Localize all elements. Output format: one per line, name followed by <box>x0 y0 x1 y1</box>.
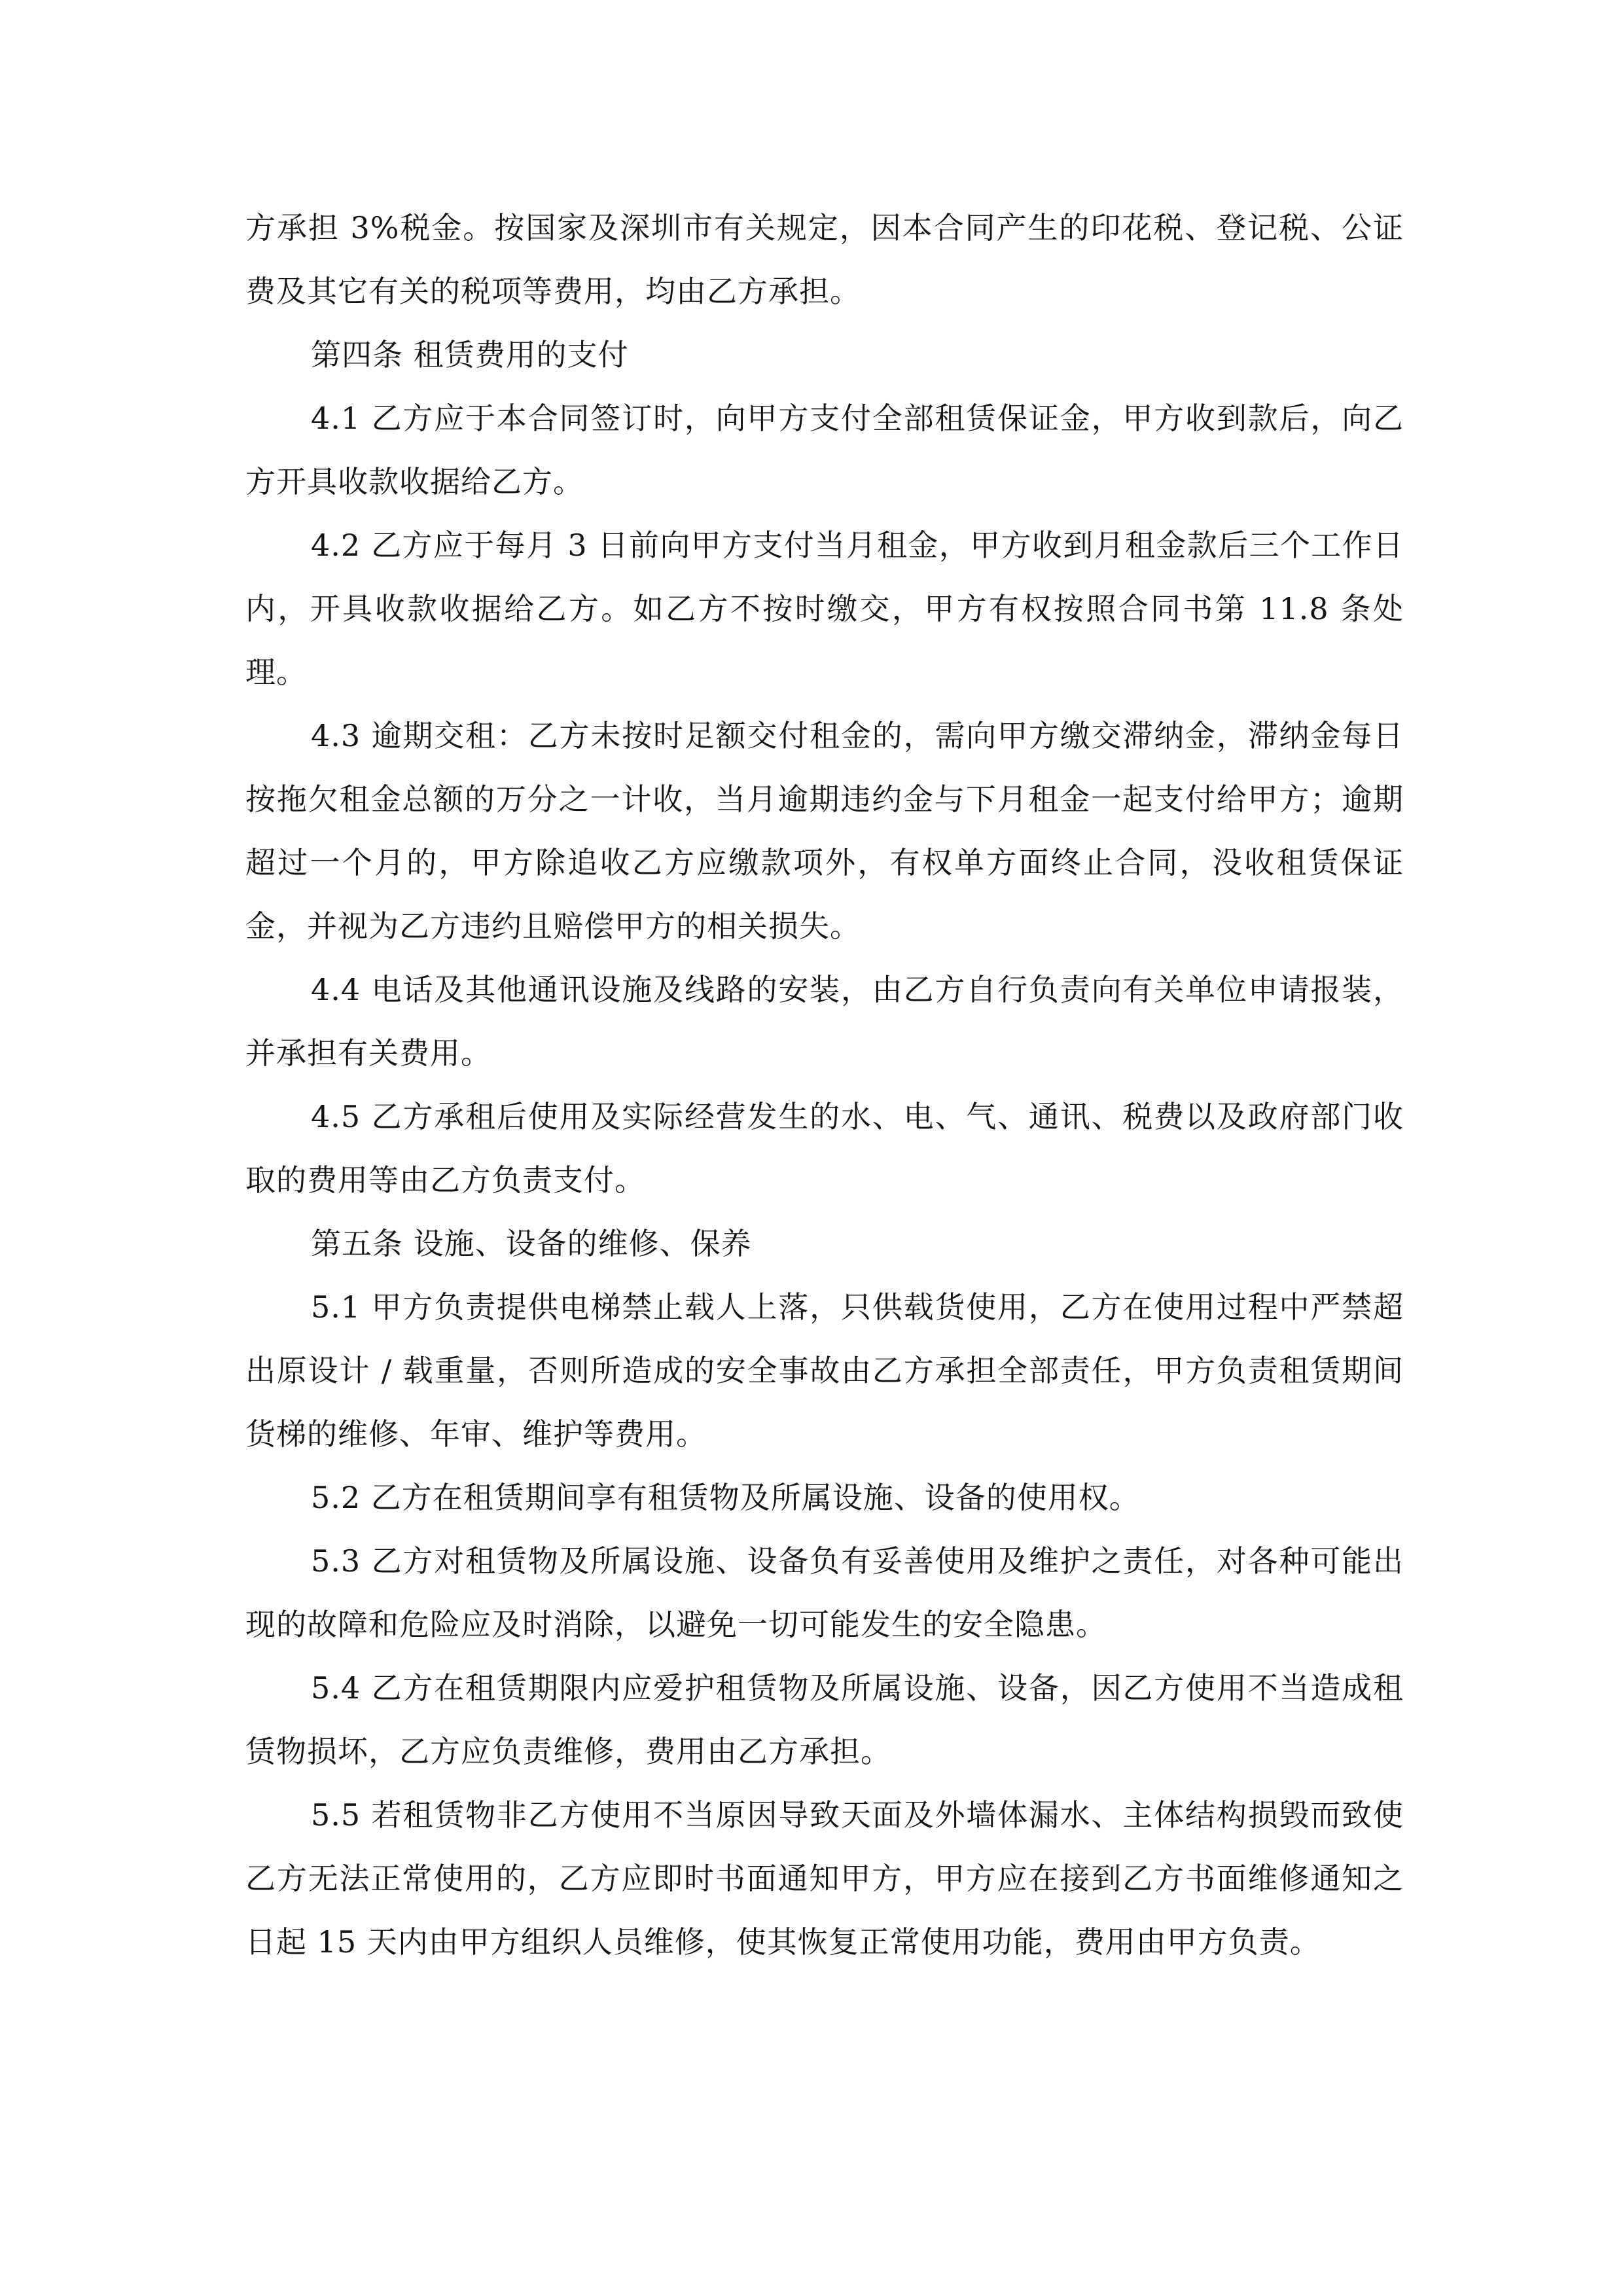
clause-4-1: 4.1 乙方应于本合同签订时，向甲方支付全部租赁保证金，甲方收到款后，向乙方开具收款收据给乙方。 <box>245 401 1404 499</box>
clause-5-3: 5.3 乙方对租赁物及所属设施、设备负有妥善使用及维护之责任，对各种可能出现的故障和危险应及时消除，以避免一切可能发生的安全隐患。 <box>245 1543 1404 1642</box>
article-5-heading: 第五条 设施、设备的维修、保养 <box>311 1226 752 1261</box>
clause-4-4: 4.4 电话及其他通讯设施及线路的安装，由乙方自行负责向有关单位申请报装，并承担有关费用。 <box>245 972 1404 1071</box>
clause-4-3: 4.3 逾期交租：乙方未按时足额交付租金的，需向甲方缴交滞纳金，滞纳金每日按拖欠租金总额的万分之一计收，当月逾期违约金与下月租金一起支付给甲方；逾期超过一个月的，甲方除追收乙方应缴款项外，有权单方面终止合同，没收租赁保证金，并视为乙方违约且赔偿甲方的相关损失。 <box>245 718 1404 944</box>
article-4-heading: 第四条 租赁费用的支付 <box>311 337 629 372</box>
document-body <box>245 196 1404 1974</box>
clause-4-2: 4.2 乙方应于每月 3 日前向甲方支付当月租金，甲方收到月租金款后三个工作日内，开具收款收据给乙方。如乙方不按时缴交，甲方有权按照合同书第 11.8 条处理。 <box>245 528 1404 690</box>
clause-5-5: 5.5 若租赁物非乙方使用不当原因导致天面及外墙体漏水、主体结构损毁而致使乙方无法正常使用的，乙方应即时书面通知甲方，甲方应在接到乙方书面维修通知之日起 15 天内由甲方组织人员维修，使其恢复正常使用功能，费用由甲方负责。 <box>245 1797 1404 1960</box>
clause-4-5: 4.5 乙方承租后使用及实际经营发生的水、电、气、通讯、税费以及政府部门收取的费用等由乙方负责支付。 <box>245 1099 1404 1198</box>
clause-5-2: 5.2 乙方在租赁期间享有租赁物及所属设施、设备的使用权。 <box>311 1480 1140 1515</box>
clause-5-4: 5.4 乙方在租赁期限内应爱护租赁物及所属设施、设备，因乙方使用不当造成租赁物损坏，乙方应负责维修，费用由乙方承担。 <box>245 1670 1404 1769</box>
paragraph-tax-continuation: 方承担 3%税金。按国家及深圳市有关规定，因本合同产生的印花税、登记税、公证费及其它有关的税项等费用，均由乙方承担。 <box>245 210 1404 309</box>
clause-5-1: 5.1 甲方负责提供电梯禁止载人上落，只供载货使用，乙方在使用过程中严禁超出原设计 / 载重量，否则所造成的安全事故由乙方承担全部责任，甲方负责租赁期间货梯的维修、年审、维护等费用。 <box>245 1289 1404 1452</box>
